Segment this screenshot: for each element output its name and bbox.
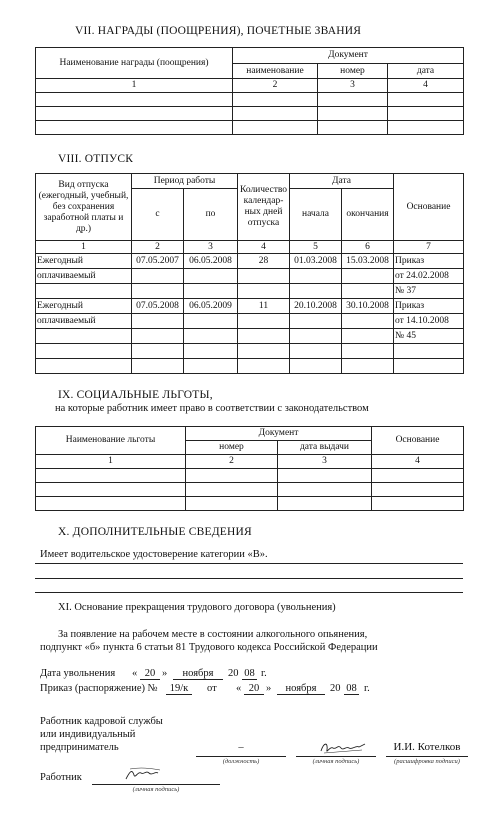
vacation-to-header: по bbox=[184, 189, 238, 241]
vacation-cell bbox=[36, 284, 132, 299]
hr-signature-icon bbox=[318, 738, 368, 756]
vacation-cell bbox=[184, 329, 238, 344]
vacation-cell: 06.05.2009 bbox=[184, 299, 238, 314]
additional-info-line bbox=[35, 578, 463, 579]
vacation-cell bbox=[238, 314, 290, 329]
awards-col-date-header: дата bbox=[388, 64, 464, 79]
vacation-cell: Приказ bbox=[394, 254, 464, 269]
vacation-end-header: окончания bbox=[342, 189, 394, 241]
vacation-cell: 07.05.2007 bbox=[132, 254, 184, 269]
table-row bbox=[36, 359, 464, 374]
employee-signature-line bbox=[92, 784, 220, 785]
awards-col-num: 1 bbox=[36, 79, 233, 93]
hr-label-line2: или индивидуальный bbox=[40, 729, 136, 740]
vacation-cell: 15.03.2008 bbox=[342, 254, 394, 269]
dismissal-date-quote: « bbox=[132, 668, 138, 679]
order-number: 19/к bbox=[166, 683, 192, 695]
additional-info-line bbox=[35, 592, 463, 593]
benefits-name-header: Наименование льготы bbox=[36, 427, 186, 455]
vacation-cell: № 45 bbox=[394, 329, 464, 344]
hr-name-value: И.И. Котелков bbox=[393, 741, 461, 753]
employee-label: Работник bbox=[40, 772, 82, 783]
vacation-cell: 01.03.2008 bbox=[290, 254, 342, 269]
vacation-period-header: Период работы bbox=[132, 174, 238, 189]
benefits-col-num: 1 bbox=[36, 455, 186, 469]
table-row bbox=[36, 284, 464, 299]
table-row bbox=[36, 329, 464, 344]
vacation-cell: 20.10.2008 bbox=[290, 299, 342, 314]
dismissal-year-suffix: г. bbox=[261, 668, 267, 679]
vacation-cell bbox=[290, 314, 342, 329]
table-row bbox=[36, 483, 464, 497]
employee-signature-icon bbox=[122, 765, 166, 783]
benefits-col-num: 2 bbox=[186, 455, 278, 469]
table-row bbox=[36, 269, 464, 284]
vacation-cell: Приказ bbox=[394, 299, 464, 314]
section8-title: VIII. ОТПУСК bbox=[58, 153, 134, 165]
vacation-cell bbox=[342, 284, 394, 299]
order-date-quote: » bbox=[266, 683, 272, 694]
order-year-suffix: г. bbox=[364, 683, 370, 694]
section11-title: XI. Основание прекращения трудового договора (увольнения) bbox=[58, 602, 336, 613]
awards-col-number-header: номер bbox=[318, 64, 388, 79]
order-date-quote: « bbox=[236, 683, 242, 694]
vacation-col-num: 1 bbox=[36, 241, 132, 254]
vacation-cell: оплачиваемый bbox=[36, 269, 132, 284]
order-month: ноября bbox=[277, 683, 325, 695]
table-row bbox=[36, 254, 464, 269]
section7-title: VII. НАГРАДЫ (ПООЩРЕНИЯ), ПОЧЕТНЫЕ ЗВАНИЯ bbox=[75, 25, 362, 37]
vacation-cell: от 14.10.2008 bbox=[394, 314, 464, 329]
hr-label-line3: предприниматель bbox=[40, 742, 119, 753]
vacation-cell: оплачиваемый bbox=[36, 314, 132, 329]
order-from: от bbox=[207, 683, 217, 694]
vacation-cell bbox=[342, 314, 394, 329]
position-line bbox=[196, 756, 286, 757]
benefits-col-num: 3 bbox=[278, 455, 372, 469]
awards-col-docname-header: наименование bbox=[233, 64, 318, 79]
awards-col-name-header: Наименование награды (поощрения) bbox=[36, 48, 233, 79]
vacation-col-num: 4 bbox=[238, 241, 290, 254]
table-row bbox=[36, 93, 464, 107]
vacation-cell bbox=[184, 314, 238, 329]
section9-subtitle: на которые работник имеет право в соответствии с законодательством bbox=[55, 403, 369, 414]
vacation-cell bbox=[132, 329, 184, 344]
benefits-basis-header: Основание bbox=[372, 427, 464, 455]
vacation-cell: № 37 bbox=[394, 284, 464, 299]
vacation-cell bbox=[238, 269, 290, 284]
order-year-prefix: 20 bbox=[330, 683, 341, 694]
awards-col-num: 4 bbox=[388, 79, 464, 93]
dismissal-date-quote: » bbox=[162, 668, 168, 679]
benefits-number-header: номер bbox=[186, 441, 278, 455]
table-row bbox=[36, 497, 464, 511]
vacation-cell bbox=[184, 269, 238, 284]
vacation-col-num: 7 bbox=[394, 241, 464, 254]
vacation-col-num: 5 bbox=[290, 241, 342, 254]
vacation-from-header: с bbox=[132, 189, 184, 241]
position-value: – bbox=[238, 742, 244, 753]
vacation-cell: 06.05.2008 bbox=[184, 254, 238, 269]
vacation-cell bbox=[36, 329, 132, 344]
table-row bbox=[36, 107, 464, 121]
awards-col-num: 3 bbox=[318, 79, 388, 93]
awards-col-num: 2 bbox=[233, 79, 318, 93]
vacation-start-header: начала bbox=[290, 189, 342, 241]
vacation-col-num: 2 bbox=[132, 241, 184, 254]
vacation-cell: Ежегодный bbox=[36, 254, 132, 269]
vacation-col-num: 6 bbox=[342, 241, 394, 254]
additional-info-text: Имеет водительское удостоверение категории «В». bbox=[40, 549, 268, 560]
position-caption: (должность) bbox=[222, 758, 260, 765]
vacation-cell bbox=[238, 284, 290, 299]
vacation-cell bbox=[290, 329, 342, 344]
vacation-cell bbox=[132, 284, 184, 299]
dismissal-reason-line1: За появление на рабочем месте в состоянии алкогольного опьянения, bbox=[58, 629, 368, 640]
vacation-cell bbox=[290, 284, 342, 299]
table-row bbox=[36, 469, 464, 483]
signature-line bbox=[296, 756, 376, 757]
vacation-cell: 28 bbox=[238, 254, 290, 269]
vacation-type-header: Вид отпуска (ежегодный, учебный, без сохранения заработной платы и др.) bbox=[36, 174, 132, 241]
table-row bbox=[36, 314, 464, 329]
dismissal-reason-line2: подпункт «б» пункта 6 статьи 81 Трудового кодекса Российской Федерации bbox=[40, 642, 378, 653]
vacation-cell bbox=[238, 329, 290, 344]
dismissal-date-label: Дата увольнения bbox=[40, 668, 116, 679]
order-day: 20 bbox=[244, 683, 264, 695]
section10-title: X. ДОПОЛНИТЕЛЬНЫЕ СВЕДЕНИЯ bbox=[58, 526, 252, 538]
awards-table bbox=[35, 47, 464, 135]
vacation-cell: 07.05.2008 bbox=[132, 299, 184, 314]
vacation-cell: 11 bbox=[238, 299, 290, 314]
vacation-basis-header: Основание bbox=[394, 174, 464, 241]
signature-caption: (личная подпись) bbox=[312, 758, 360, 765]
table-row bbox=[36, 121, 464, 135]
vacation-cell bbox=[290, 269, 342, 284]
benefits-document-header: Документ bbox=[186, 427, 372, 441]
benefits-issue-date-header: дата выдачи bbox=[278, 441, 372, 455]
dismissal-month: ноября bbox=[173, 668, 223, 680]
name-caption: (расшифровка подписи) bbox=[394, 758, 460, 765]
vacation-table bbox=[35, 173, 464, 374]
vacation-days-header: Количество календарных дней отпуска bbox=[238, 174, 290, 241]
dismissal-day: 20 bbox=[140, 668, 160, 680]
benefits-col-num: 4 bbox=[372, 455, 464, 469]
employee-signature-caption: (личная подпись) bbox=[132, 786, 180, 793]
name-line bbox=[386, 756, 468, 757]
vacation-cell: Ежегодный bbox=[36, 299, 132, 314]
vacation-date-header: Дата bbox=[290, 174, 394, 189]
hr-label-line1: Работник кадровой службы bbox=[40, 716, 163, 727]
dismissal-year: 08 bbox=[242, 668, 257, 680]
vacation-cell bbox=[342, 329, 394, 344]
vacation-cell: 30.10.2008 bbox=[342, 299, 394, 314]
benefits-table bbox=[35, 426, 464, 511]
vacation-cell: от 24.02.2008 bbox=[394, 269, 464, 284]
order-label: Приказ (распоряжение) № bbox=[40, 683, 158, 694]
additional-info-line bbox=[35, 563, 463, 564]
vacation-cell bbox=[184, 284, 238, 299]
section9-title: IX. СОЦИАЛЬНЫЕ ЛЬГОТЫ, bbox=[58, 389, 213, 401]
vacation-cell bbox=[132, 314, 184, 329]
vacation-cell bbox=[342, 269, 394, 284]
table-row bbox=[36, 299, 464, 314]
dismissal-year-prefix: 20 bbox=[228, 668, 239, 679]
vacation-col-num: 3 bbox=[184, 241, 238, 254]
order-year: 08 bbox=[344, 683, 359, 695]
vacation-cell bbox=[132, 269, 184, 284]
table-row bbox=[36, 344, 464, 359]
awards-document-header: Документ bbox=[233, 48, 464, 64]
